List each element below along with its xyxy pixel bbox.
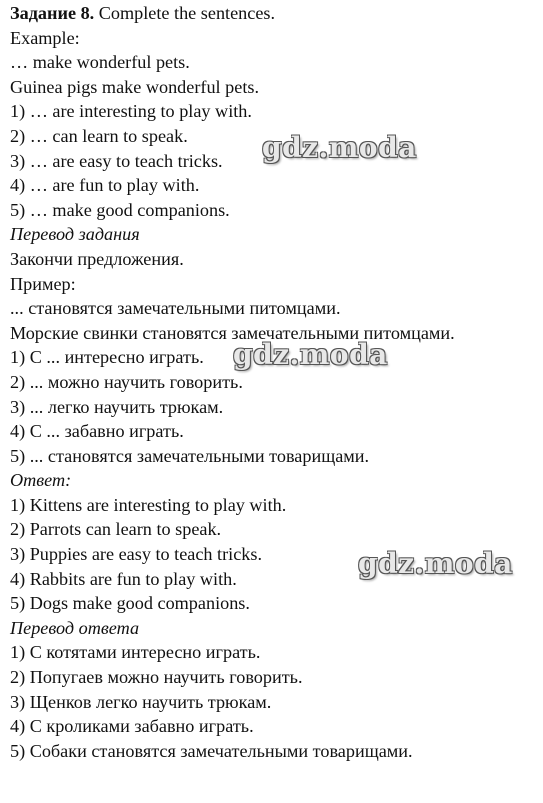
translation-example-label: Пример: (10, 273, 76, 294)
watermark-logo: gdz.moda (262, 131, 417, 164)
answer-item-1: 1) Kittens are interesting to play with. (10, 494, 287, 515)
task-item-1: 1) … are interesting to play with. (10, 101, 252, 122)
answer-item-5: 5) Dogs make good companions. (10, 593, 250, 614)
answer-item-2: 2) Parrots can learn to speak. (10, 519, 222, 540)
translation-item-2: 2) ... можно научить говорить. (10, 371, 243, 392)
translation-item-4: 4) С ... забавно играть. (10, 421, 184, 442)
answer-translation-item-4: 4) С кроликами забавно играть. (10, 716, 254, 737)
translation-example-prompt: ... становятся замечательными питомцами. (10, 298, 341, 319)
watermark-logo: gdz.moda (358, 547, 513, 580)
example-answer: Guinea pigs make wonderful pets. (10, 76, 260, 97)
answer-translation-heading: Перевод ответа (10, 617, 140, 638)
answer-item-3: 3) Puppies are easy to teach tricks. (10, 544, 263, 565)
task-item-4: 4) … are fun to play with. (10, 175, 200, 196)
answer-translation-item-2: 2) Попугаев можно научить говорить. (10, 667, 303, 688)
task-title (10, 1, 543, 26)
translation-instruction: Закончи предложения. (10, 248, 184, 269)
translation-item-3: 3) ... легко научить трюкам. (10, 396, 224, 417)
translation-item-5: 5) ... становятся замечательными товарищами. (10, 445, 370, 466)
task-instruction: Complete the sentences. (94, 3, 276, 23)
example-prompt: … make wonderful pets. (10, 52, 190, 73)
answer-translation-item-5: 5) Собаки становятся замечательными товарищами. (10, 740, 413, 761)
answer-item-4: 4) Rabbits are fun to play with. (10, 568, 237, 589)
example-label: Example: (10, 27, 80, 48)
answer-heading: Ответ: (10, 470, 72, 491)
translation-item-1: 1) С ... интересно играть. (10, 347, 204, 368)
task-number: Задание 8. (10, 3, 95, 23)
task-item-5: 5) … make good companions. (10, 199, 230, 220)
watermark-logo: gdz.moda (233, 338, 388, 371)
translation-example-answer: Морские свинки становятся замечательными питомцами. (10, 322, 455, 343)
answer-translation-item-1: 1) С котятами интересно играть. (10, 642, 261, 663)
task-translation-heading: Перевод задания (10, 224, 140, 245)
task-item-3: 3) … are easy to teach tricks. (10, 150, 223, 171)
answer-translation-item-3: 3) Щенков легко научить трюкам. (10, 691, 272, 712)
task-item-2: 2) … can learn to speak. (10, 125, 188, 146)
